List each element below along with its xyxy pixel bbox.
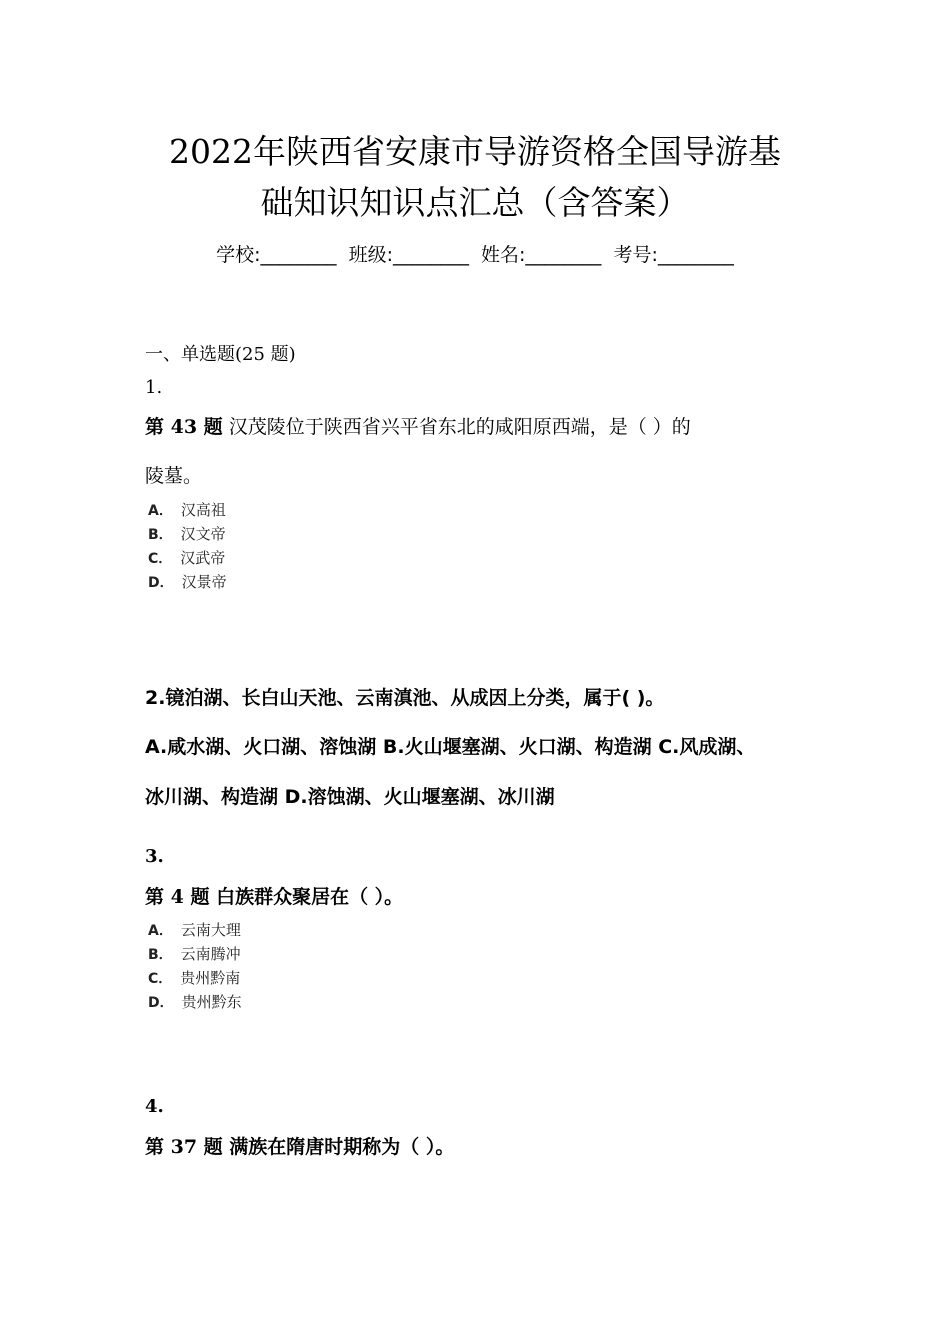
question-3-label: 第 4 题: [145, 886, 210, 908]
question-2-line1: 2.镜泊湖、长白山天池、云南滇池、从成因上分类，属于( )。: [145, 687, 665, 709]
question-1-option-d: D． 汉景帝: [148, 573, 227, 591]
question-4-number: 4.: [145, 1096, 164, 1117]
question-3-number: 3.: [145, 846, 164, 867]
question-3-option-c: C． 贵州黔南: [148, 969, 241, 987]
question-1-text-line2: 陵墓。: [145, 465, 203, 487]
section-heading: 一、单选题(25 题): [145, 344, 296, 365]
question-1-option-b: B． 汉文帝: [148, 525, 226, 543]
school-field: 学校:________: [216, 244, 337, 266]
question-4-stem: 满族在隋唐时期称为（ ）。: [222, 1136, 455, 1158]
document-title-line1: 2022年陕西省安康市导游资格全国导游基: [169, 132, 781, 171]
question-1-option-c: C． 汉武帝: [148, 549, 226, 567]
class-field: 班级:________: [348, 244, 469, 266]
question-3-option-b: B． 云南腾冲: [148, 945, 241, 963]
question-2-line3: 冰川湖、构造湖 D.溶蚀湖、火山堰塞湖、冰川湖: [145, 786, 555, 808]
question-1-number: 1.: [145, 377, 163, 398]
student-info-fields: [0, 240, 950, 267]
question-1-label: 第 43 题: [145, 416, 223, 438]
question-4-label: 第 37 题: [145, 1136, 223, 1158]
question-1-stem: 汉茂陵位于陕西省兴平省东北的咸阳原西端，是（ ）的: [222, 416, 691, 438]
exam-number-field: 考号:________: [613, 244, 734, 266]
question-4-text: [145, 1132, 454, 1159]
question-3-text: [145, 882, 403, 909]
question-1-text-line1: [145, 412, 691, 439]
question-1-option-a: A． 汉高祖: [148, 501, 226, 519]
document-title-line2: 础知识知识点汇总（含答案）: [260, 183, 690, 222]
question-2-line2: A.咸水湖、火口湖、溶蚀湖 B.火山堰塞湖、火口湖、构造湖 C.风成湖、: [145, 736, 756, 758]
name-field: 姓名:________: [481, 244, 602, 266]
question-3-option-a: A． 云南大理: [148, 921, 241, 939]
question-3-option-d: D． 贵州黔东: [148, 993, 242, 1011]
question-3-stem: 白族群众聚居在（ ）。: [209, 886, 404, 908]
